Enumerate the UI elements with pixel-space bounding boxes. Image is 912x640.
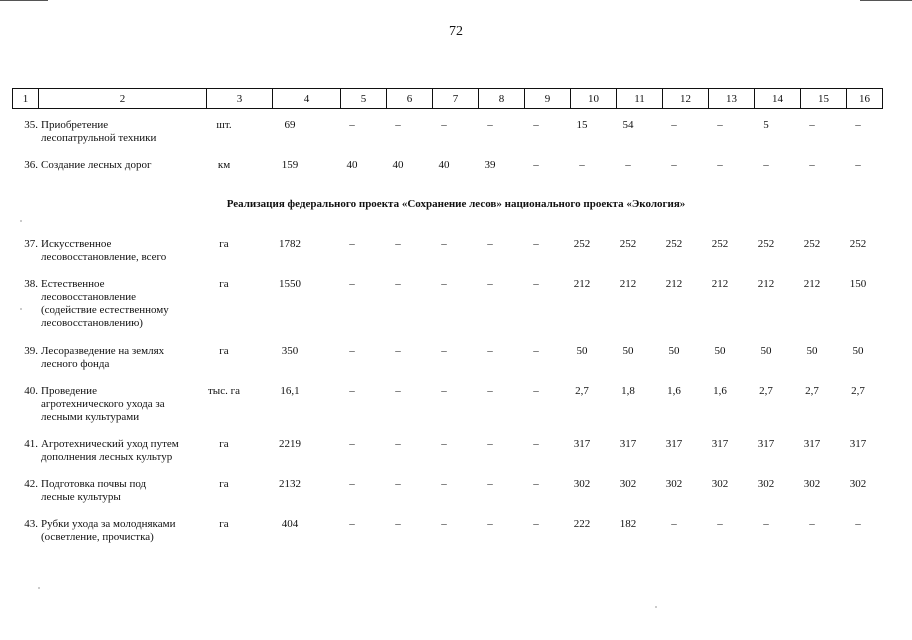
header-cell: 9 <box>525 89 571 109</box>
row-name: Рубки ухода за молодняками (осветление, прочистка) <box>41 518 176 543</box>
row-value: – <box>395 478 401 490</box>
row-value: 252 <box>849 238 867 250</box>
header-cell: 13 <box>709 89 755 109</box>
row-value: – <box>533 238 539 250</box>
row-value: 252 <box>711 238 729 250</box>
row-value: 50 <box>576 345 588 357</box>
row-total: 2219 <box>279 438 301 450</box>
header-cell: 11 <box>617 89 663 109</box>
row-value: 317 <box>803 438 821 450</box>
row-value: – <box>809 119 815 131</box>
row-value: – <box>349 119 355 131</box>
row-value: – <box>487 238 493 250</box>
row-value: 302 <box>573 478 591 490</box>
row-value: – <box>763 518 769 530</box>
row-total: 69 <box>284 119 296 131</box>
row-value: – <box>533 478 539 490</box>
row-value: 50 <box>622 345 634 357</box>
row-number: 42. <box>24 478 38 490</box>
row-value: 302 <box>803 478 821 490</box>
row-value: – <box>533 438 539 450</box>
row-value: – <box>441 345 447 357</box>
row-unit: га <box>219 438 229 450</box>
row-value: – <box>395 119 401 131</box>
row-name: Естественное лесовосстановление (содействие естественному лесовосстановлению) <box>41 278 169 329</box>
row-value: 1,6 <box>667 385 681 397</box>
row-value: – <box>533 385 539 397</box>
table-row <box>12 518 878 578</box>
table-row <box>12 278 878 338</box>
row-value: – <box>579 159 585 171</box>
row-value: – <box>625 159 631 171</box>
header-cell: 8 <box>479 89 525 109</box>
row-value: – <box>395 238 401 250</box>
table-row <box>12 385 878 445</box>
scan-speck <box>20 308 22 310</box>
row-unit: шт. <box>216 119 232 131</box>
row-value: – <box>533 159 539 171</box>
header-cell: 10 <box>571 89 617 109</box>
row-unit: км <box>217 159 231 171</box>
row-value: – <box>395 518 401 530</box>
row-value: – <box>717 159 723 171</box>
row-name: Проведение агротехнического ухода за лесными культурами <box>41 385 165 423</box>
row-unit: тыс. га <box>208 385 240 397</box>
row-value: 182 <box>619 518 637 530</box>
row-total: 2132 <box>279 478 301 490</box>
row-value: 150 <box>849 278 867 290</box>
section-title: Реализация федерального проекта «Сохранение лесов» национального проекта «Экология» <box>226 198 686 210</box>
row-value: 40 <box>392 159 404 171</box>
row-total: 350 <box>281 345 299 357</box>
table-row <box>12 159 878 219</box>
row-value: 212 <box>573 278 591 290</box>
row-value: 2,7 <box>759 385 773 397</box>
table-header-row <box>12 88 883 109</box>
header-cell: 14 <box>755 89 801 109</box>
row-unit: га <box>219 478 229 490</box>
row-value: 5 <box>763 119 769 131</box>
row-value: 1,6 <box>713 385 727 397</box>
header-cell: 7 <box>433 89 479 109</box>
row-value: – <box>441 385 447 397</box>
row-total: 159 <box>281 159 299 171</box>
header-cell: 1 <box>13 89 39 109</box>
row-value: – <box>855 159 861 171</box>
row-value: – <box>717 518 723 530</box>
row-value: – <box>671 159 677 171</box>
row-number: 43. <box>24 518 38 530</box>
row-value: 15 <box>576 119 588 131</box>
row-unit: га <box>219 518 229 530</box>
row-value: – <box>349 385 355 397</box>
header-cell: 6 <box>387 89 433 109</box>
row-value: – <box>487 478 493 490</box>
row-value: – <box>395 278 401 290</box>
row-value: – <box>487 385 493 397</box>
top-edge-left <box>0 0 48 1</box>
row-value: – <box>671 518 677 530</box>
row-total: 1550 <box>279 278 301 290</box>
row-name: Лесоразведение на землях лесного фонда <box>41 345 165 370</box>
row-total: 404 <box>281 518 299 530</box>
row-value: 317 <box>711 438 729 450</box>
scan-speck <box>655 606 657 608</box>
row-value: 212 <box>803 278 821 290</box>
row-number: 38. <box>24 278 38 290</box>
row-value: 212 <box>757 278 775 290</box>
row-value: – <box>809 518 815 530</box>
row-value: – <box>349 238 355 250</box>
row-unit: га <box>219 345 229 357</box>
row-value: – <box>441 438 447 450</box>
row-value: 317 <box>849 438 867 450</box>
row-value: 54 <box>622 119 634 131</box>
row-value: 212 <box>619 278 637 290</box>
row-value: – <box>441 278 447 290</box>
row-value: – <box>441 518 447 530</box>
row-value: – <box>441 238 447 250</box>
row-value: – <box>487 518 493 530</box>
row-value: 50 <box>852 345 864 357</box>
row-value: – <box>349 438 355 450</box>
header-cell: 15 <box>801 89 847 109</box>
header-cell: 5 <box>341 89 387 109</box>
page-number: 72 <box>449 24 463 39</box>
row-value: – <box>533 345 539 357</box>
row-value: 252 <box>665 238 683 250</box>
row-number: 41. <box>24 438 38 450</box>
row-value: – <box>349 518 355 530</box>
row-name: Создание лесных дорог <box>41 159 152 171</box>
row-number: 39. <box>24 345 38 357</box>
row-name: Агротехнический уход путем дополнения лесных культур <box>41 438 179 463</box>
row-value: 302 <box>619 478 637 490</box>
row-value: – <box>487 278 493 290</box>
row-value: – <box>395 385 401 397</box>
row-value: 302 <box>849 478 867 490</box>
row-value: – <box>809 159 815 171</box>
row-value: – <box>533 119 539 131</box>
row-value: – <box>487 119 493 131</box>
row-value: 317 <box>665 438 683 450</box>
row-name: Приобретение лесопатрульной техники <box>41 119 157 144</box>
row-number: 35. <box>24 119 38 131</box>
row-total: 1782 <box>279 238 301 250</box>
row-value: 252 <box>803 238 821 250</box>
row-value: – <box>349 478 355 490</box>
row-value: 40 <box>438 159 450 171</box>
header-cell: 3 <box>207 89 273 109</box>
row-value: – <box>487 345 493 357</box>
row-value: 302 <box>665 478 683 490</box>
row-value: – <box>533 518 539 530</box>
row-value: 317 <box>757 438 775 450</box>
row-value: 39 <box>484 159 496 171</box>
row-value: – <box>855 518 861 530</box>
row-value: 50 <box>714 345 726 357</box>
row-value: 252 <box>757 238 775 250</box>
row-value: 40 <box>346 159 358 171</box>
row-unit: га <box>219 278 229 290</box>
row-value: – <box>395 345 401 357</box>
row-value: – <box>763 159 769 171</box>
header-cell: 16 <box>847 89 883 109</box>
row-value: 302 <box>757 478 775 490</box>
row-value: 50 <box>668 345 680 357</box>
row-name: Подготовка почвы под лесные культуры <box>41 478 147 503</box>
row-value: – <box>441 478 447 490</box>
row-value: 1,8 <box>621 385 635 397</box>
row-value: 2,7 <box>575 385 589 397</box>
row-value: 222 <box>573 518 591 530</box>
scan-speck <box>38 587 40 589</box>
row-unit: га <box>219 238 229 250</box>
header-cell: 4 <box>273 89 341 109</box>
row-name: Искусственное лесовосстановление, всего <box>41 238 167 263</box>
row-value: 212 <box>665 278 683 290</box>
row-value: – <box>349 278 355 290</box>
row-value: 252 <box>619 238 637 250</box>
row-value: – <box>395 438 401 450</box>
row-value: 50 <box>806 345 818 357</box>
row-value: – <box>441 119 447 131</box>
row-value: 212 <box>711 278 729 290</box>
header-cell: 12 <box>663 89 709 109</box>
row-value: – <box>533 278 539 290</box>
row-value: 2,7 <box>851 385 865 397</box>
row-value: – <box>717 119 723 131</box>
top-edge-right <box>860 0 912 1</box>
row-value: – <box>487 438 493 450</box>
row-total: 16,1 <box>280 385 300 397</box>
row-value: 2,7 <box>805 385 819 397</box>
row-value: 317 <box>573 438 591 450</box>
row-value: 302 <box>711 478 729 490</box>
row-number: 36. <box>24 159 38 171</box>
header-cell: 2 <box>39 89 207 109</box>
row-value: 317 <box>619 438 637 450</box>
row-number: 40. <box>24 385 38 397</box>
row-value: 252 <box>573 238 591 250</box>
row-value: – <box>671 119 677 131</box>
row-value: – <box>855 119 861 131</box>
scan-speck <box>20 220 22 222</box>
row-value: – <box>349 345 355 357</box>
row-value: 50 <box>760 345 772 357</box>
row-number: 37. <box>24 238 38 250</box>
